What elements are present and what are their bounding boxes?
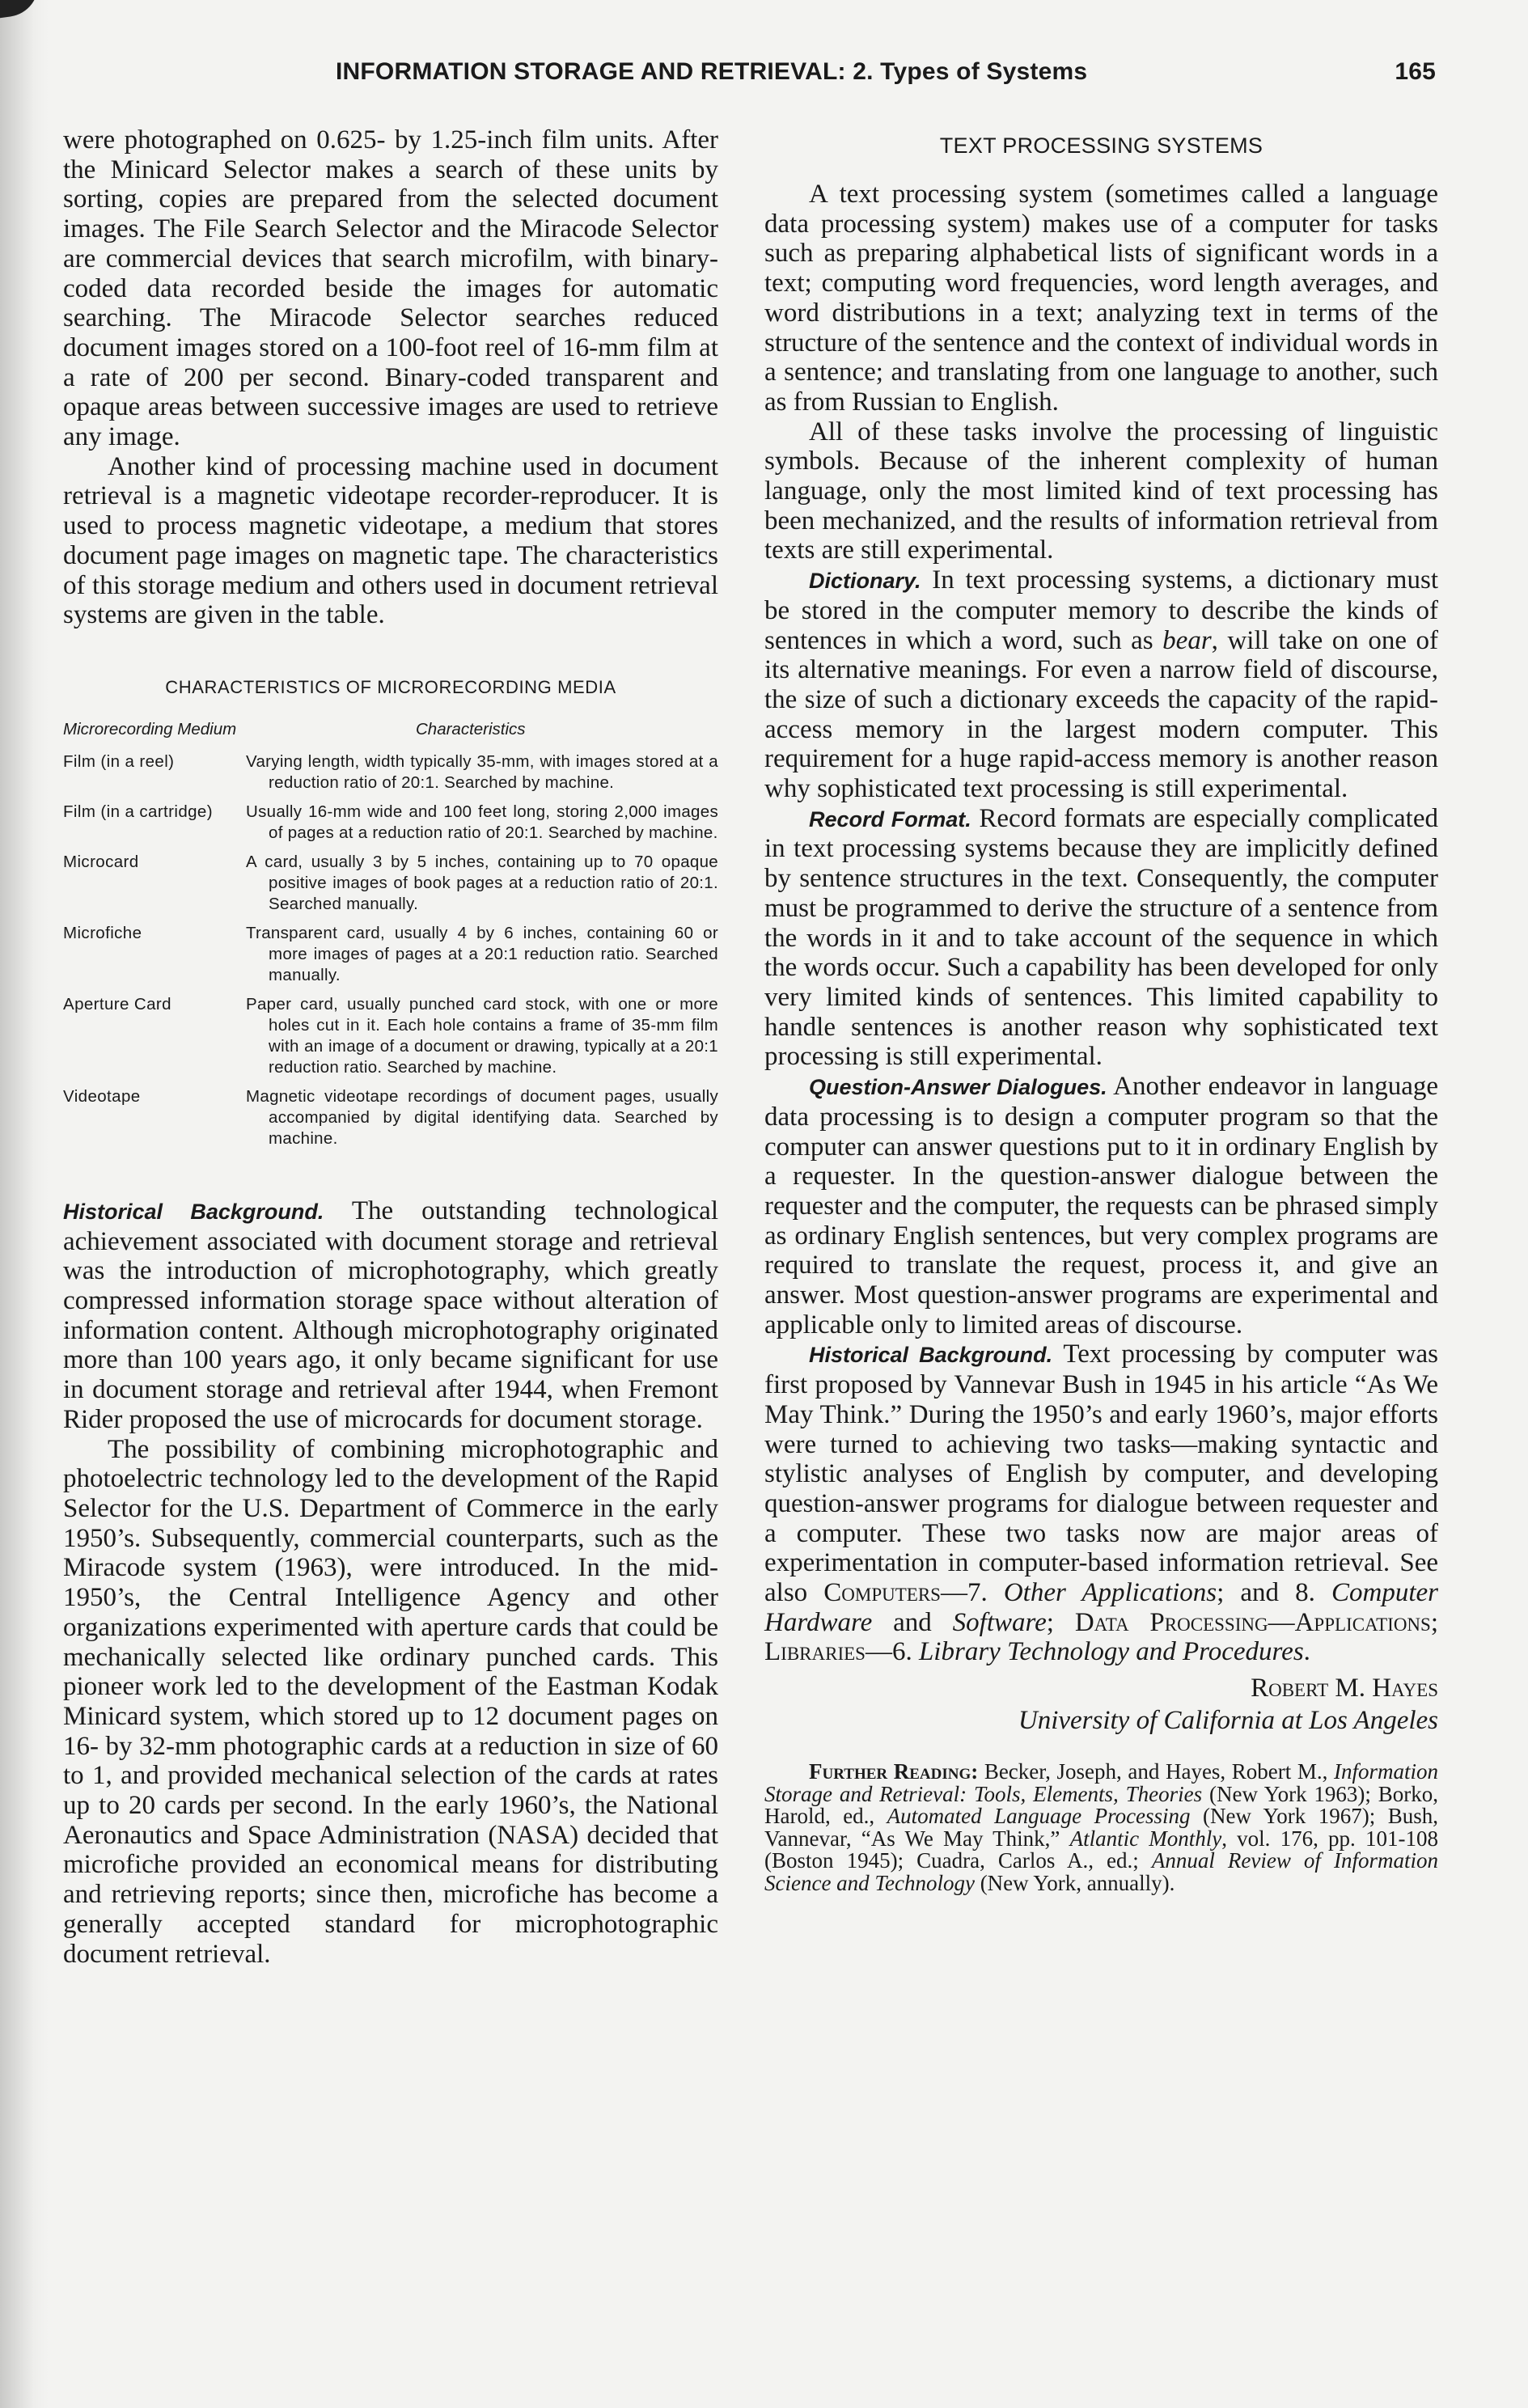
cross-reference-separator: ;: [1046, 1607, 1075, 1637]
reference-title: Information Storage and Retrieval: Tools, Elements, Theories: [764, 1759, 1438, 1806]
running-header-title: INFORMATION STORAGE AND RETRIEVAL: 2. Types of Systems: [336, 58, 1088, 85]
table-row: [63, 852, 718, 923]
cell-characteristics: Transparent card, usually 4 by 6 inches, containing 60 or more images of pages at a 20:1 reduction ratio. Searched manually.: [246, 923, 718, 984]
cross-reference-separator: and: [872, 1607, 953, 1637]
paragraph-text-processing-intro: A text processing system (sometimes called a language data processing system) makes use of a computer for tasks such as preparing alphabetical lists of significant words in a text; computing word frequencies, word length averages, and word distributions in a text; analyzing text in terms of the structure of the sentence and the context of individual words in a sentence; and translating from one language to another, such as from Russian to English.: [764, 180, 1438, 417]
cell-medium: Film (in a cartridge): [63, 802, 213, 821]
further-reading-label: Further Reading:: [809, 1759, 979, 1784]
paragraph-dictionary: [764, 565, 1438, 804]
paragraph-linguistic-symbols: All of these tasks involve the processing of linguistic symbols. Because of the inherent complexity of human language, only the most limited kind of text processing has been mechanized, and the results of information retrieval from texts are still experimental.: [764, 417, 1438, 565]
cell-medium: Microcard: [63, 852, 139, 871]
historical-text-2: Text processing by computer was first proposed by Vannevar Bush in 1945 in his article “As We May Think.” During the 1950’s and early 1960’s, major efforts were turned to achieving two tasks—making syntactic and stylistic analyses of English by computer, and developing question-answer programs for dialogue between requester and a computer. These two tasks now are major areas of experimentation in computer-based information retrieval. See also: [764, 1339, 1438, 1608]
reference-title: Atlantic Monthly: [1069, 1826, 1222, 1851]
table-row: [63, 802, 718, 852]
cell-medium: Aperture Card: [63, 994, 171, 1014]
subheading-question-answer: Question-Answer Dialogues.: [809, 1075, 1107, 1100]
reference-text: (New York 1963); Borko, Harold, ed.,: [764, 1781, 1438, 1829]
paragraph-rapid-selector: The possibility of combining microphotographic and photoelectric technology led to the development of the Rapid Selector for the U.S. Department of Commerce in the early 1950’s. Subsequently, commercial counterparts, such as the Miracode system (1963), were introduced. In the mid-1950’s, the Central Intelligence Agency and other organizations experimented with aperture cards that could be mechanically selected like ordinary punched cards. This pioneer work led to the development of the Eastman Kodak Minicard system, which stored up to 12 document pages on 16- by 32-mm photographic cards at a reduction in size of 60 to 1, and provided mechanical selection of the cards at rates up to 20 cards per second. In the early 1960’s, the National Aeronautics and Space Administration (NASA) decided that microfiche provided an economical means for distributing and retrieving reports; since then, microfiche has become a generally accepted standard for microphotographic document retrieval.: [63, 1434, 718, 1969]
subheading-historical-background-2: Historical Background.: [809, 1343, 1053, 1368]
author-signature: [764, 1672, 1438, 1737]
left-column: [63, 125, 718, 1969]
reference-title: Annual Review of Information Science and Technology: [764, 1848, 1438, 1895]
further-reading: [764, 1761, 1438, 1894]
cross-reference-number: —6.: [865, 1637, 919, 1667]
author-affiliation: University of California at Los Angeles: [1018, 1706, 1438, 1736]
column-header-medium: Microrecording Medium: [63, 719, 237, 738]
author-name: Robert M. Hayes: [1251, 1674, 1438, 1703]
historical-text: The outstanding technological achievement associated with document storage and retrieval was the introduction of microphotography, which greatly compressed information storage space without alteration of information content. Although microphotography originated more than 100 years ago, it only became significant for use in document storage and retrieval after 1944, when Fremont Rider proposed the use of microcards for document storage.: [63, 1196, 718, 1434]
microrecording-media-table: [63, 719, 718, 1157]
cell-characteristics: Varying length, width typically 35-mm, with images stored at a reduction ratio of 20:1. Searched by machine.: [246, 751, 718, 792]
cell-medium: Videotape: [63, 1086, 141, 1106]
cross-reference-software[interactable]: Software: [952, 1607, 1047, 1637]
page-number: 165: [1395, 58, 1436, 85]
table-title: CHARACTERISTICS OF MICRORECORDING MEDIA: [165, 676, 616, 697]
subheading-historical-background: Historical Background.: [63, 1199, 324, 1224]
subheading-record-format: Record Format.: [809, 806, 971, 832]
reference-text: (New York, annually).: [974, 1870, 1175, 1895]
reference-text: (New York 1967); Bush, Vannevar, “As We May Think,”: [764, 1804, 1438, 1851]
reference-text: Becker, Joseph, and Hayes, Robert M.,: [978, 1759, 1334, 1784]
cross-reference-computer-hardware[interactable]: Computer Hardware: [764, 1578, 1438, 1637]
right-column: [764, 125, 1438, 1894]
reference-title: Automated Language Processing: [887, 1804, 1191, 1829]
cross-reference-computers[interactable]: Computers: [823, 1578, 941, 1608]
table-row: [63, 994, 718, 1086]
section-title: TEXT PROCESSING SYSTEMS: [939, 133, 1263, 158]
paragraph-record-format: [764, 804, 1438, 1072]
reference-text: , vol. 176, pp. 101-108 (Boston 1945); Cuadra, Carlos A., ed.;: [764, 1826, 1438, 1873]
cross-reference-number: —7.: [940, 1578, 1004, 1608]
cell-characteristics: Magnetic videotape recordings of document pages, usually accompanied by digital identifying data. Searched by machine.: [246, 1086, 718, 1148]
cell-medium: Film (in a reel): [63, 751, 175, 771]
cell-characteristics: Usually 16-mm wide and 100 feet long, storing 2,000 images of pages at a reduction ratio of 20:1. Searched by machine.: [246, 802, 718, 842]
cross-reference-separator: ;: [1430, 1607, 1439, 1637]
subheading-dictionary: Dictionary.: [809, 569, 921, 594]
column-header-characteristics: Characteristics: [416, 719, 526, 738]
paragraph-historical-background: [63, 1196, 718, 1435]
dictionary-example-word: bear: [1162, 625, 1212, 655]
cross-reference-libraries[interactable]: Libraries: [764, 1637, 866, 1667]
paragraph-historical-background-text: [764, 1339, 1438, 1667]
dictionary-text-1: In text processing systems, a dictionary must be stored in the computer memory to describe the kinds of sentences in which a word, such as: [764, 565, 1438, 655]
page-gutter-shadow: [0, 0, 49, 2408]
cell-characteristics: Paper card, usually punched card stock, with one or more holes cut in it. Each hole contains a frame of 35-mm film with an image of a document or drawing, typically at a 20:1 reduction ratio. Searched by machine.: [246, 994, 718, 1077]
table-row: [63, 1086, 718, 1157]
record-format-text: Record formats are especially complicated in text processing systems because they are implicitly defined by sentence structures in the text. Consequently, the computer must be programmed to derive the structure of a sentence from the words in it and to take account of the sequence in which the words occur. Such a capability has been developed for only very limited kinds of sentences. This limited capability to handle sentences is another reason why sophisticated text processing is still experimental.: [764, 803, 1438, 1072]
cross-reference-data-processing[interactable]: Data Processing—Applications: [1074, 1607, 1431, 1637]
cell-characteristics: A card, usually 3 by 5 inches, containing up to 70 opaque positive images of book pages at a reduction ratio of 20:1. Searched manually.: [246, 852, 718, 913]
cell-medium: Microfiche: [63, 923, 142, 942]
question-answer-text: Another endeavor in language data processing is to design a computer program so that the computer can answer questions put to it in ordinary English by a requester. In the question-answer dialogue between the requester and the computer, the requests can be phrased simply as ordinary English sentences, but very complex programs are required to translate the request, process it, and give an answer. Most question-answer programs are experimental and applicable only to limited areas of discourse.: [764, 1072, 1438, 1339]
dictionary-text-2: , will take on one of its alternative meanings. For even a narrow field of discourse, the size of such a dictionary exceeds the capacity of the rapid-access memory in the largest modern computer. This requirement for a huge rapid-access memory is another reason why sophisticated text processing is still experimental.: [764, 625, 1439, 804]
table-header-row: [63, 719, 718, 751]
table-row: [63, 923, 718, 994]
sentence-end: .: [1303, 1637, 1310, 1667]
paragraph-question-answer: [764, 1072, 1438, 1339]
cross-reference-other-applications[interactable]: Other Applications: [1003, 1578, 1217, 1608]
cross-reference-separator: ; and 8.: [1217, 1578, 1331, 1608]
paragraph-minicard: were photographed on 0.625- by 1.25-inch film units. After the Minicard Selector makes a search of these units by sorting, copies are prepared from the selected document images. The File Search Selector and the Miracode Selector are commercial devices that search microfilm, with binary-coded data recorded beside the images for automatic searching. The Miracode Selector searches reduced document images stored on a 100-foot reel of 16-mm film at a rate of 200 per second. Binary-coded transparent and opaque areas between successive images are used to retrieve any image.: [63, 125, 718, 452]
table-row: [63, 751, 718, 802]
cross-reference-library-technology[interactable]: Library Technology and Procedures: [918, 1637, 1304, 1667]
paragraph-videotape: Another kind of processing machine used in document retrieval is a magnetic videotape recorder-reproducer. It is used to process magnetic videotape, a medium that stores document page images on magnetic tape. The characteristics of this storage medium and others used in document retrieval systems are given in the table.: [63, 451, 718, 630]
